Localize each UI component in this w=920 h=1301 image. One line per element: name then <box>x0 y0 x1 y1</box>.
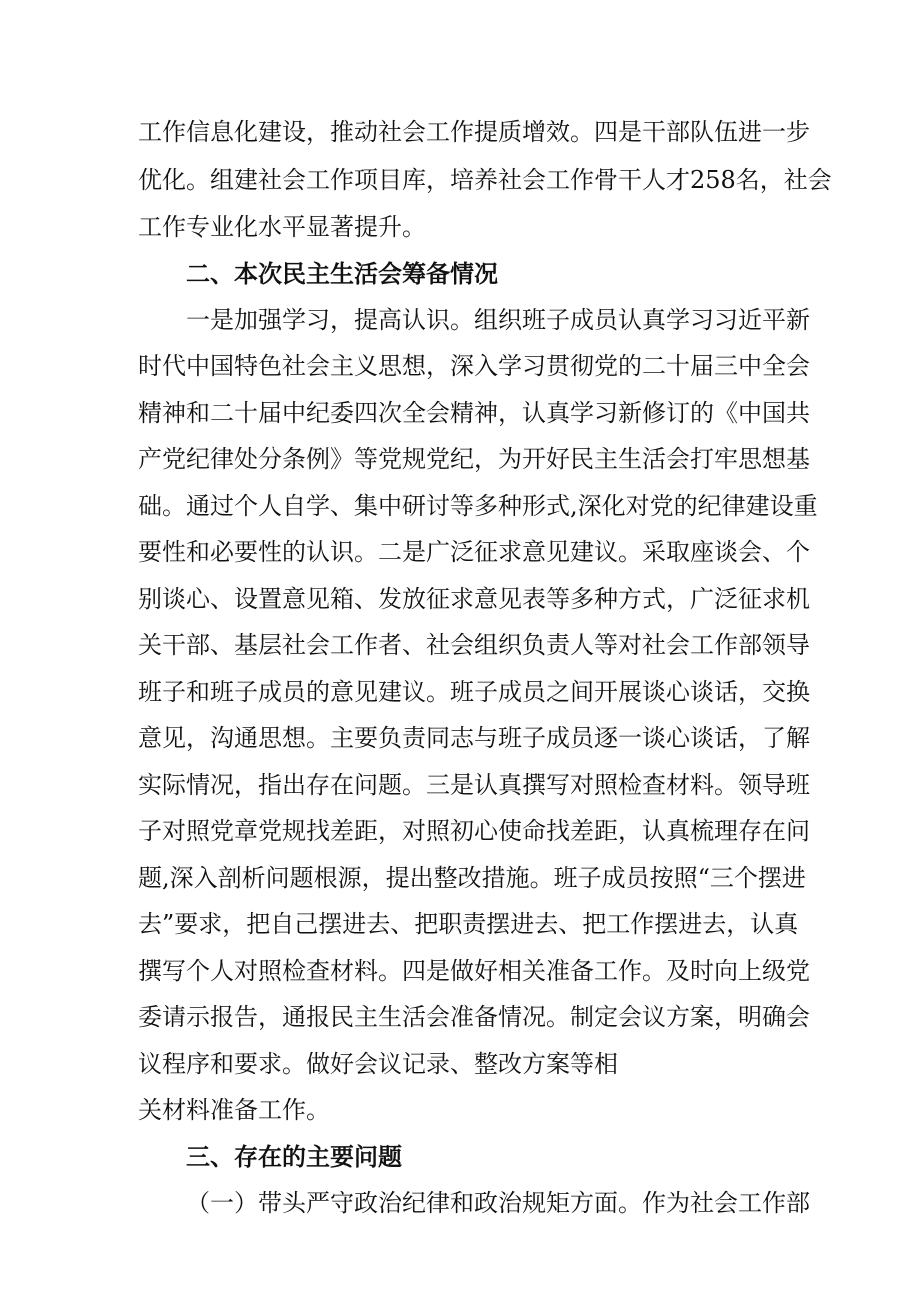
text-line: 优化。组建社会工作项目库，培养社会工作骨干人才258名，社会 <box>138 166 832 194</box>
section-heading: 三、存在的主要问题 <box>186 1143 402 1171</box>
text-line: 要性和必要性的认识。二是广泛征求意见建议。采取座谈会、个 <box>138 538 810 566</box>
text-line: 工作专业化水平显著提升。 <box>138 213 426 241</box>
text-line: （一）带头严守政治纪律和政治规矩方面。作为社会工作部 <box>186 1189 810 1217</box>
text-line: 产党纪律处分条例》等党规党纪，为开好民主生活会打牢思想基 <box>138 445 810 473</box>
text-line: 意见，沟通思想。主要负责同志与班子成员逐一谈心谈话，了解 <box>138 724 810 752</box>
section-heading: 二、本次民主生活会筹备情况 <box>186 260 498 288</box>
text-line: 题,深入剖析问题根源，提出整改措施。班子成员按照“三个摆进 <box>138 864 806 892</box>
text-line: 关干部、基层社会工作者、社会组织负责人等对社会工作部领导 <box>138 631 810 659</box>
text-line: 时代中国特色社会主义思想，深入学习贯彻党的二十届三中全会 <box>138 352 810 380</box>
text-line: 精神和二十届中纪委四次全会精神，认真学习新修订的《中国共 <box>138 399 810 427</box>
text-line: 别谈心、设置意见箱、发放征求意见表等多种方式，广泛征求机 <box>138 585 810 613</box>
text-line: 一是加强学习，提高认识。组织班子成员认真学习习近平新 <box>186 306 810 334</box>
text-line: 子对照党章党规找差距，对照初心使命找差距，认真梳理存在问 <box>138 817 810 845</box>
text-line: 议程序和要求。做好会议记录、整改方案等相 <box>138 1050 618 1078</box>
text-line: 班子和班子成员的意见建议。班子成员之间开展谈心谈话，交换 <box>138 678 810 706</box>
text-line: 委请示报告，通报民主生活会准备情况。制定会议方案，明确会 <box>138 1003 810 1031</box>
text-line: 实际情况，指出存在问题。三是认真撰写对照检查材料。领导班 <box>138 771 810 799</box>
text-line: 工作信息化建设，推动社会工作提质增效。四是干部队伍进一步 <box>138 118 810 146</box>
text-line: 撰写个人对照检查材料。四是做好相关准备工作。及时向上级党 <box>138 957 810 985</box>
text-line: 去”要求，把自己摆进去、把职责摆进去、把工作摆进去，认真 <box>138 910 799 938</box>
text-line: 关材料准备工作。 <box>138 1096 330 1124</box>
text-line: 础。通过个人自学、集中研讨等多种形式,深化对党的纪律建设重 <box>138 492 818 520</box>
